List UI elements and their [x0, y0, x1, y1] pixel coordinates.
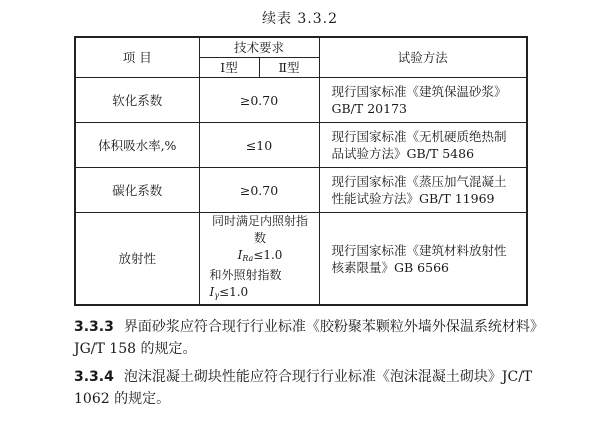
header-type1: Ⅰ型: [199, 58, 259, 78]
table-header-row: [75, 37, 527, 58]
row-method: 现行国家标准《建筑材料放射性核素限量》GB 6566: [319, 213, 527, 306]
row-requirement: ≤10: [199, 123, 319, 168]
row-requirement-radioactivity: [199, 213, 319, 306]
header-type2: Ⅱ型: [259, 58, 319, 78]
row-method: 现行国家标准《建筑保温砂浆》GB/T 20173: [319, 78, 527, 123]
row-requirement: ≥0.70: [199, 168, 319, 213]
row-item: 放射性: [75, 213, 199, 306]
clause-text: 界面砂浆应符合现行行业标准《胶粉聚苯颗粒外墙外保温系统材料》JG/T 158 的规定。: [74, 319, 544, 357]
clause-number: 3.3.4: [74, 369, 114, 385]
row-requirement: ≥0.70: [199, 78, 319, 123]
clause-3-3-4: [74, 366, 544, 410]
header-tech-req: 技术要求: [199, 37, 319, 58]
clause-text: 泡沫混凝土砌块性能应符合现行行业标准《泡沫混凝土砌块》JC/T 1062 的规定。: [74, 369, 533, 407]
row-item: 体积吸水率,%: [75, 123, 199, 168]
table-row: [75, 78, 527, 123]
header-method: 试验方法: [319, 37, 527, 78]
row-method: 现行国家标准《无机硬质绝热制品试验方法》GB/T 5486: [319, 123, 527, 168]
table-caption: 续表 3.3.2: [261, 11, 339, 27]
rad-line-3: 和外照射指数$I_\gamma\le 1.0$: [209, 268, 282, 300]
header-item: 项 目: [75, 37, 199, 78]
row-item: 碳化系数: [75, 168, 199, 213]
row-method: 现行国家标准《蒸压加气混凝土性能试验方法》GB/T 11969: [319, 168, 527, 213]
table-row: [75, 123, 527, 168]
clause-3-3-3: [74, 316, 544, 360]
rad-line-2: $I_{Ra}\le 1.0$: [237, 248, 283, 263]
spec-table: [74, 36, 528, 306]
table-row: [75, 213, 527, 306]
table-row: [75, 168, 527, 213]
clause-number: 3.3.3: [74, 319, 114, 335]
rad-line-1: 同时满足内照射指数: [212, 214, 309, 245]
row-item: 软化系数: [75, 78, 199, 123]
